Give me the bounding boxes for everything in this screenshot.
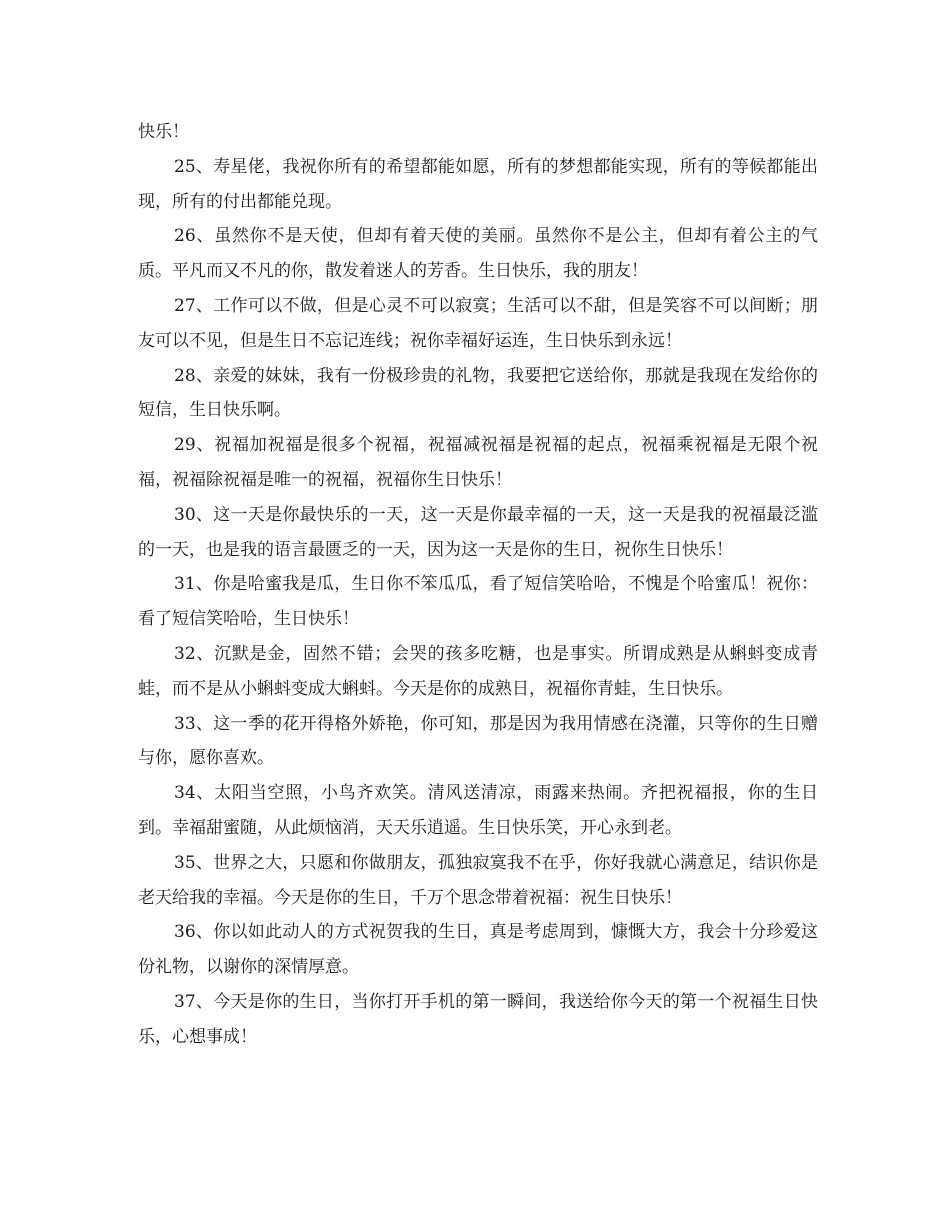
wish-item-36: 36、你以如此动人的方式祝贺我的生日，真是考虑周到，慷慨大方，我会十分珍爱这份礼物，以谢你的深情厚意。 (138, 922, 818, 978)
wish-item-28: 28、亲爱的妹妹，我有一份极珍贵的礼物，我要把它送给你，那就是我现在发给你的短信，生日快乐啊。 (138, 365, 818, 421)
wish-item-32: 32、沉默是金，固然不错；会哭的孩多吃糖，也是事实。所谓成熟是从蝌蚪变成青蛙，而不是从小蝌蚪变成大蝌蚪。今天是你的成熟日，祝福你青蛙，生日快乐。 (138, 643, 818, 699)
document-body (138, 115, 818, 1055)
wish-item-30: 30、这一天是你最快乐的一天，这一天是你最幸福的一天，这一天是我的祝福最泛滥的一天，也是我的语言最匮乏的一天，因为这一天是你的生日，祝你生日快乐！ (138, 504, 818, 560)
wish-item-26: 26、虽然你不是天使，但却有着天使的美丽。虽然你不是公主，但却有着公主的气质。平凡而又不凡的你，散发着迷人的芳香。生日快乐，我的朋友！ (138, 226, 818, 282)
wish-item-31: 31、你是哈蜜我是瓜，生日你不笨瓜瓜，看了短信笑哈哈，不愧是个哈蜜瓜！祝你：看了短信笑哈哈，生日快乐！ (138, 574, 818, 630)
wish-item-34: 34、太阳当空照，小鸟齐欢笑。清风送清凉，雨露来热闹。齐把祝福报，你的生日到。幸福甜蜜随，从此烦恼消，天天乐逍遥。生日快乐笑，开心永到老。 (138, 783, 818, 838)
wish-item-37: 37、今天是你的生日，当你打开手机的第一瞬间，我送给你今天的第一个祝福生日快乐，心想事成！ (138, 991, 818, 1047)
wish-item-27: 27、工作可以不做，但是心灵不可以寂寞；生活可以不甜，但是笑容不可以间断；朋友可以不见，但是生日不忘记连线；祝你幸福好运连，生日快乐到永远！ (138, 295, 818, 351)
wish-item-29: 29、祝福加祝福是很多个祝福，祝福减祝福是祝福的起点，祝福乘祝福是无限个祝福，祝福除祝福是唯一的祝福，祝福你生日快乐！ (138, 435, 818, 490)
wish-item-35: 35、世界之大，只愿和你做朋友，孤独寂寞我不在乎，你好我就心满意足，结识你是老天给我的幸福。今天是你的生日，千万个思念带着祝福：祝生日快乐！ (138, 852, 818, 908)
wish-item-33: 33、这一季的花开得格外娇艳，你可知，那是因为我用情感在浇灌，只等你的生日赠与你，愿你喜欢。 (138, 713, 818, 769)
wish-item-25: 25、寿星佬，我祝你所有的希望都能如愿，所有的梦想都能实现，所有的等候都能出现，所有的付出都能兑现。 (138, 156, 818, 212)
lead-fragment: 快乐！ (138, 122, 189, 142)
